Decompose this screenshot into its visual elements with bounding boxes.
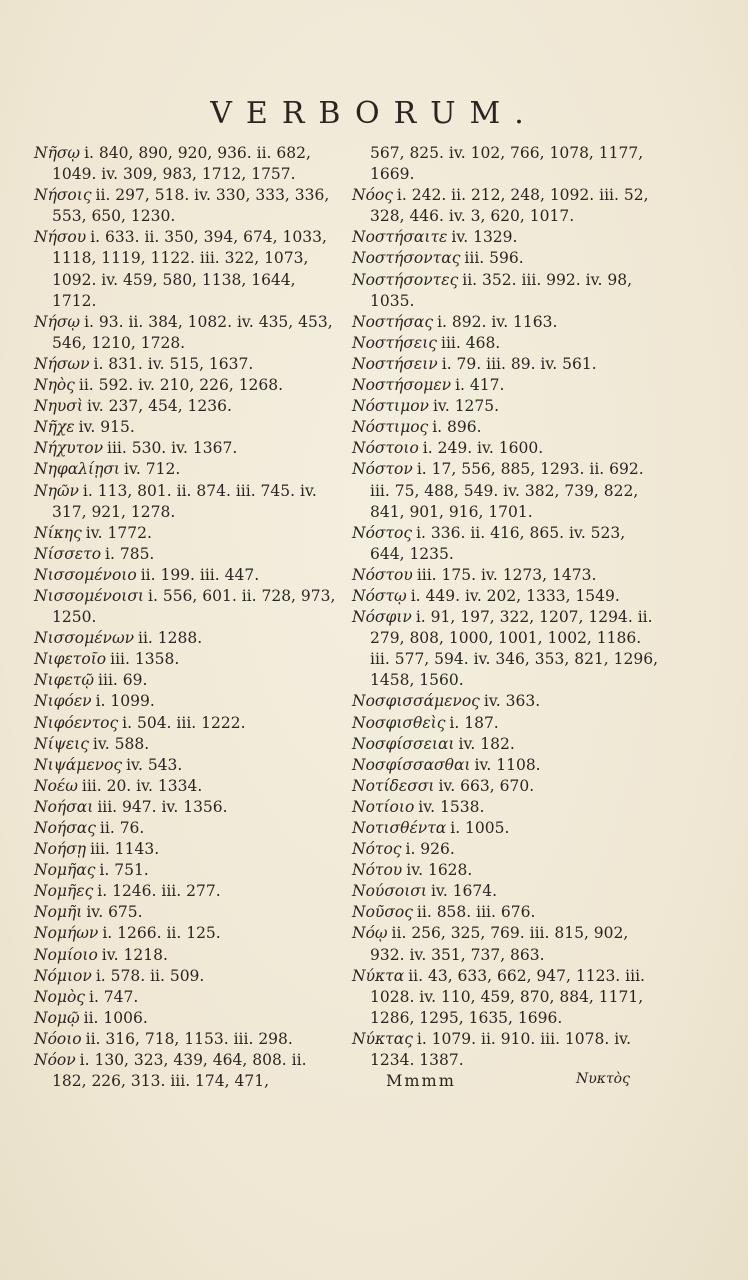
index-entry [352, 755, 662, 776]
index-entry [352, 902, 662, 923]
references: i. 840, 890, 920, 936. ii. 682, 1049. iv. 309, 983, 1712, 1757. [52, 144, 311, 184]
references: ii. 76. [99, 819, 145, 837]
headword: Νόστῳ [352, 586, 407, 605]
references: ii. 352. iii. 992. iv. 98, 1035. [370, 270, 633, 310]
headword: Νηυσὶ [34, 397, 83, 416]
index-entry [352, 734, 662, 755]
references: iii. 69. [98, 671, 148, 690]
headword: Νήσῳ [34, 312, 81, 331]
index-entry [34, 185, 344, 227]
references: i. 926. [405, 840, 455, 859]
references: i. 785. [105, 544, 155, 563]
page-header: VERBORUM. [210, 96, 538, 131]
index-entry [352, 248, 662, 269]
headword: Νόστον [352, 460, 413, 479]
headword: Νοήσας [34, 819, 96, 837]
headword: Νιψάμενος [34, 755, 123, 774]
index-entry [352, 333, 662, 354]
headword: Νοστήσομεν [352, 376, 452, 395]
index-entry [34, 375, 344, 396]
index-entry [352, 966, 662, 1029]
index-entry [352, 270, 662, 312]
references: iv. 663, 670. [438, 776, 535, 795]
index-entry [352, 776, 662, 797]
headword: Νόστου [352, 565, 413, 584]
index-entry [34, 923, 344, 944]
references: i. 896. [432, 418, 482, 437]
references: iii. 947. iv. 1356. [97, 797, 228, 816]
index-entry [34, 1029, 344, 1050]
references: i. 417. [455, 376, 505, 395]
headword: Νοστήσας [352, 312, 434, 331]
headword: Νόσφιν [352, 608, 412, 627]
references: iv. 1218. [101, 945, 168, 964]
headword: Νόῳ [352, 924, 388, 943]
index-entry [34, 438, 344, 459]
headword: Νιφόεντος [34, 713, 119, 732]
index-entry [34, 734, 344, 755]
index-entry [34, 713, 344, 734]
headword: Νοστήσεις [352, 333, 437, 352]
index-entry [352, 565, 662, 586]
headword: Νισσομένοισι [34, 586, 145, 605]
headword: Νήσων [34, 354, 90, 373]
references: iv. 675. [86, 903, 143, 922]
references: iv. 1538. [418, 797, 485, 816]
headword: Νίψεις [34, 734, 89, 753]
index-entry [34, 649, 344, 670]
headword: Νομῆας [34, 861, 96, 880]
references: iv. 1772. [85, 523, 152, 542]
headword: Νοῦσος [352, 903, 413, 922]
index-entry [352, 312, 662, 333]
index-entry [34, 227, 344, 311]
references: i. 449. iv. 202, 1333, 1549. [410, 586, 620, 605]
references: i. 747. [88, 987, 139, 1006]
index-entry [34, 776, 344, 797]
references: i. 892. iv. 1163. [437, 312, 558, 331]
headword: Νούσοισι [352, 882, 427, 901]
references: ii. 592. iv. 210, 226, 1268. [78, 376, 284, 395]
headword: Νίσσετο [34, 544, 102, 563]
headword: Νιφόεν [34, 692, 92, 711]
headword: Νῆχε [34, 418, 75, 437]
references: iv. 1628. [406, 861, 473, 880]
references: i. 556, 601. ii. 728, 973, 1250. [52, 586, 336, 627]
headword: Νοστήσοντας [352, 249, 461, 268]
headword: Νόστος [352, 523, 413, 542]
references: i. 187. [449, 713, 499, 732]
index-entry [352, 713, 662, 734]
references: iv. 363. [483, 692, 541, 711]
headword: Νήχυτον [34, 439, 103, 458]
headword: Νομίοιο [34, 945, 98, 964]
headword: Νοσφίσσειαι [352, 734, 455, 753]
index-entry [352, 860, 662, 881]
index-entry [352, 818, 662, 839]
references: i. 242. ii. 212, 248, 1092. iii. 52, 328, 446. iv. 3, 620, 1017. [370, 186, 649, 226]
headword: Νισσομένοιο [34, 565, 137, 584]
references: i. 1266. ii. 125. [102, 924, 221, 943]
headword: Νοστήσαιτε [352, 228, 448, 247]
headword: Νόστιμον [352, 397, 429, 416]
headword: Νοήσαι [34, 797, 94, 816]
references: ii. 199. iii. 447. [140, 565, 260, 584]
headword: Νότου [352, 861, 403, 880]
references: i. 578. ii. 509. [95, 966, 205, 985]
index-entry [34, 1050, 344, 1092]
references: ii. 43, 633, 662, 947, 1123. iii. 1028. iv. 110, 459, 870, 884, 1171, 1286, 1295, 1635, 1696. [370, 966, 645, 1027]
headword: Νύκτας [352, 1029, 413, 1048]
continuation-entry: 567, 825. iv. 102, 766, 1078, 1177, 1669. [370, 144, 644, 184]
references: ii. 256, 325, 769. iii. 815, 902, 932. iv. 351, 737, 863. [370, 924, 629, 964]
references: iv. 1108. [474, 755, 541, 774]
headword: Νοέω [34, 776, 78, 795]
references: i. 1246. iii. 277. [97, 882, 221, 901]
index-entry [34, 143, 344, 185]
headword: Νομὸς [34, 987, 85, 1006]
references: iii. 530. iv. 1367. [107, 439, 238, 458]
index-entry [352, 1029, 662, 1071]
index-entry [34, 586, 344, 628]
index-entry [352, 459, 662, 522]
index-entry [34, 1008, 344, 1029]
references: iv. 182. [458, 734, 515, 753]
index-entry [34, 945, 344, 966]
headword: Νοτισθέντα [352, 819, 447, 837]
headword: Νομῆι [34, 903, 83, 922]
index-entry [352, 523, 662, 565]
references: iv. 588. [92, 734, 150, 753]
index-entry [352, 185, 662, 227]
headword: Νομήων [34, 924, 99, 943]
index-entry [34, 860, 344, 881]
headword: Νόον [34, 1051, 76, 1070]
references: iii. 20. iv. 1334. [81, 776, 203, 795]
references: iv. 237, 454, 1236. [86, 397, 232, 416]
headword: Νοσφισθεὶς [352, 713, 446, 732]
references: ii. 297, 518. iv. 330, 333, 336, 553, 650, 1230. [52, 186, 330, 226]
index-entry [34, 818, 344, 839]
index-entry [352, 923, 662, 965]
index-entry [34, 755, 344, 776]
index-entry [34, 396, 344, 417]
headword: Νομῷ [34, 1008, 80, 1027]
references: i. 130, 323, 439, 464, 808. ii. 182, 226, 313. iii. 174, 471, [52, 1051, 307, 1091]
index-entry [352, 607, 662, 691]
index-entry [34, 312, 344, 354]
index-entry [34, 628, 344, 649]
index-entry [34, 881, 344, 902]
headword: Νοσφισσάμενος [352, 692, 480, 711]
references: i. 1079. ii. 910. iii. 1078. iv. 1234. 1387. [370, 1029, 632, 1070]
index-entry [34, 797, 344, 818]
headword: Νόος [352, 186, 393, 205]
headword: Νοτίοιο [352, 797, 415, 816]
references: i. 113, 801. ii. 874. iii. 745. iv. 317, 921, 1278. [52, 481, 317, 521]
headword: Νήσου [34, 228, 87, 247]
index-entry [352, 354, 662, 375]
headword: Νηῶν [34, 481, 79, 500]
references: iv. 1275. [432, 397, 500, 416]
references: ii. 858. iii. 676. [416, 903, 536, 922]
headword: Νῆσῳ [34, 144, 81, 162]
references: i. 249. iv. 1600. [422, 439, 544, 458]
index-entry [352, 691, 662, 712]
references: i. 831. iv. 515, 1637. [93, 354, 254, 373]
index-entry [34, 354, 344, 375]
references: i. 1099. [95, 692, 155, 711]
index-entry [352, 438, 662, 459]
headword: Νιφετῷ [34, 671, 95, 690]
references: i. 751. [99, 861, 149, 880]
references: iii. 1143. [90, 840, 160, 859]
index-entry [34, 902, 344, 923]
references: i. 93. ii. 384, 1082. iv. 435, 453, 546, 1210, 1728. [52, 312, 333, 352]
index-entry [34, 691, 344, 712]
headword: Νίκης [34, 523, 82, 542]
index-entry [352, 227, 662, 248]
catchword: Νυκτὸς [576, 1071, 630, 1087]
references: i. 1005. [450, 819, 510, 837]
references: ii. 1288. [138, 629, 203, 648]
references: iii. 1358. [110, 650, 180, 669]
headword: Νύκτα [352, 966, 405, 985]
index-entry [34, 987, 344, 1008]
references: iii. 468. [441, 333, 501, 352]
references: ii. 1006. [83, 1008, 148, 1027]
headword: Νηὸς [34, 376, 75, 395]
references: i. 633. ii. 350, 394, 674, 1033, 1118, 1119, 1122. iii. 322, 1073, 1092. iv. 459, 580, 1138, 1644, 1712. [52, 228, 327, 310]
references: iv. 1329. [451, 228, 518, 247]
headword: Νοήσῃ [34, 840, 87, 859]
index-entry [34, 459, 344, 480]
index-entry [34, 839, 344, 860]
headword: Νόστιμος [352, 418, 429, 437]
index-entry [34, 966, 344, 987]
index-entry [352, 586, 662, 607]
references: i. 17, 556, 885, 1293. ii. 692. iii. 75, 488, 549. iv. 382, 739, 822, 841, 901, 916, 1701. [370, 460, 644, 521]
headword: Νισσομένων [34, 629, 135, 648]
headword: Νοσφίσσασθαι [352, 755, 471, 774]
index-entry [34, 523, 344, 544]
index-entry [34, 417, 344, 438]
headword: Νηφαλίῃσι [34, 460, 121, 479]
references: iv. 915. [78, 418, 135, 437]
references: iii. 175. iv. 1273, 1473. [416, 565, 597, 584]
left-column [34, 143, 344, 1092]
references: iv. 712. [124, 460, 181, 479]
index-entry [34, 481, 344, 523]
index-entry [352, 375, 662, 396]
references: iii. 596. [464, 249, 524, 268]
index-entry [352, 881, 662, 902]
references: i. 79. iii. 89. iv. 561. [441, 354, 597, 373]
headword: Νομῆες [34, 882, 94, 901]
headword: Νοστήσοντες [352, 270, 459, 289]
headword: Νόστοιο [352, 439, 419, 458]
signature-mark: Mmmm [386, 1071, 456, 1090]
index-entry [352, 396, 662, 417]
index-entry [352, 797, 662, 818]
index-entry [352, 417, 662, 438]
index-entry [352, 839, 662, 860]
index-entry [34, 565, 344, 586]
references: i. 336. ii. 416, 865. iv. 523, 644, 1235. [370, 523, 626, 563]
headword: Νιφετοῖο [34, 650, 107, 669]
headword: Νήσοις [34, 186, 92, 205]
right-column [352, 143, 662, 1071]
headword: Νόμιον [34, 966, 92, 985]
references: iv. 543. [126, 755, 183, 774]
references: iv. 1674. [430, 882, 498, 901]
headword: Νότος [352, 840, 402, 859]
headword: Νόοιο [34, 1029, 82, 1048]
references: ii. 316, 718, 1153. iii. 298. [85, 1029, 293, 1048]
references: i. 91, 197, 322, 1207, 1294. ii. 279, 808, 1000, 1001, 1002, 1186. iii. 577, 594. iv. 346, 353, 821, 1296, 1458, 1560. [370, 608, 659, 690]
index-entry [34, 544, 344, 565]
index-entry [34, 670, 344, 691]
headword: Νοστήσειν [352, 354, 438, 373]
references: i. 504. iii. 1222. [122, 713, 246, 732]
headword: Νοτίδεσσι [352, 776, 435, 795]
